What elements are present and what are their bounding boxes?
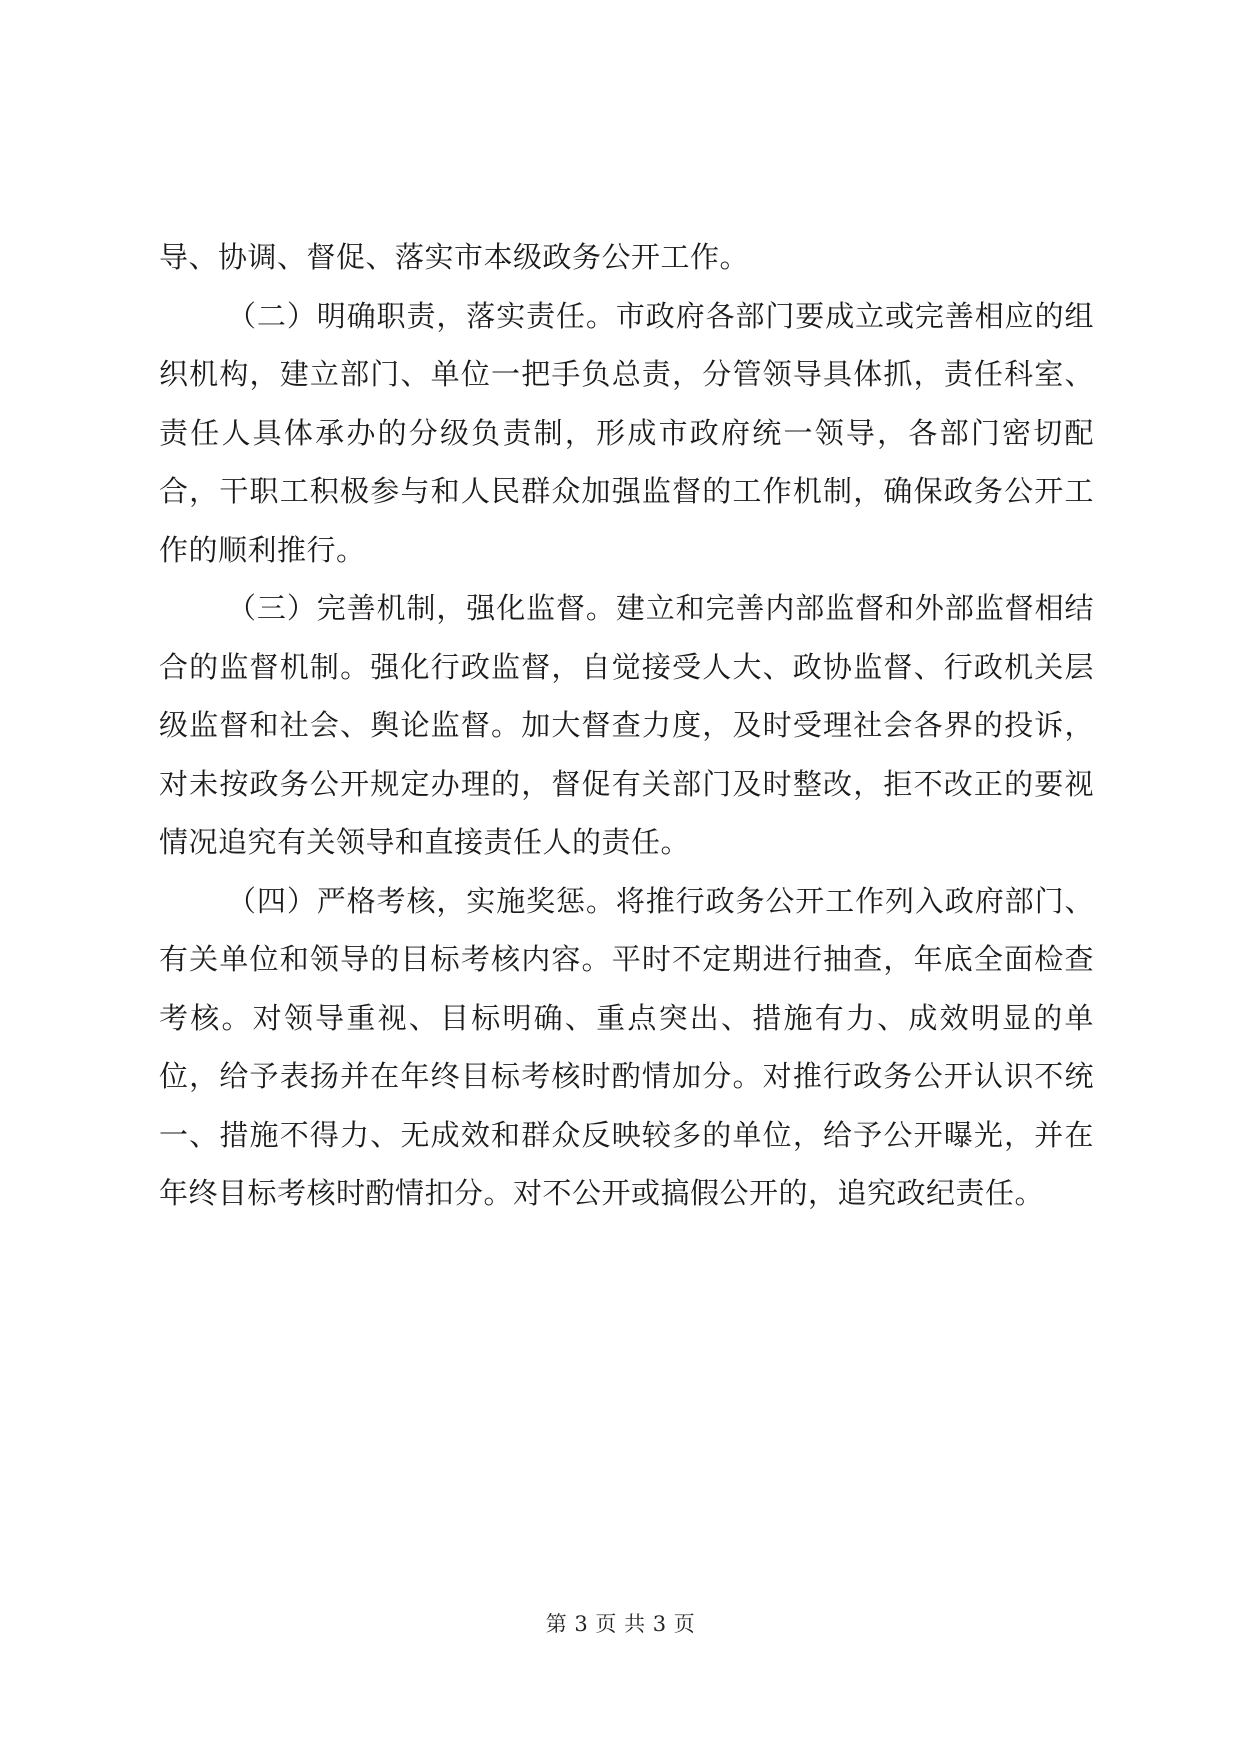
- document-body: [159, 228, 1094, 1223]
- paragraph-section-4: （四）严格考核，实施奖惩。将推行政务公开工作列入政府部门、有关单位和领导的目标考核内容。平时不定期进行抽查，年底全面检查考核。对领导重视、目标明确、重点突出、措施有力、成效明显的单位，给予表扬并在年终目标考核时酌情加分。对推行政务公开认识不统一、措施不得力、无成效和群众反映较多的单位，给予公开曝光，并在年终目标考核时酌情扣分。对不公开或搞假公开的，追究政纪责任。: [159, 883, 1094, 1210]
- page-footer: 第 3 页 共 3 页: [545, 1612, 696, 1636]
- paragraph-section-2: （二）明确职责，落实责任。市政府各部门要成立或完善相应的组织机构，建立部门、单位一把手负总责，分管领导具体抓，责任科室、责任人具体承办的分级负责制，形成市政府统一领导，各部门密切配合，干职工积极参与和人民群众加强监督的工作机制，确保政务公开工作的顺利推行。: [159, 298, 1094, 567]
- paragraph-continuation: 导、协调、督促、落实市本级政务公开工作。: [159, 240, 750, 274]
- paragraph-section-3: （三）完善机制，强化监督。建立和完善内部监督和外部监督相结合的监督机制。强化行政监督，自觉接受人大、政协监督、行政机关层级监督和社会、舆论监督。加大督查力度，及时受理社会各界的投诉，对未按政务公开规定办理的，督促有关部门及时整改，拒不改正的要视情况追究有关领导和直接责任人的责任。: [159, 591, 1094, 859]
